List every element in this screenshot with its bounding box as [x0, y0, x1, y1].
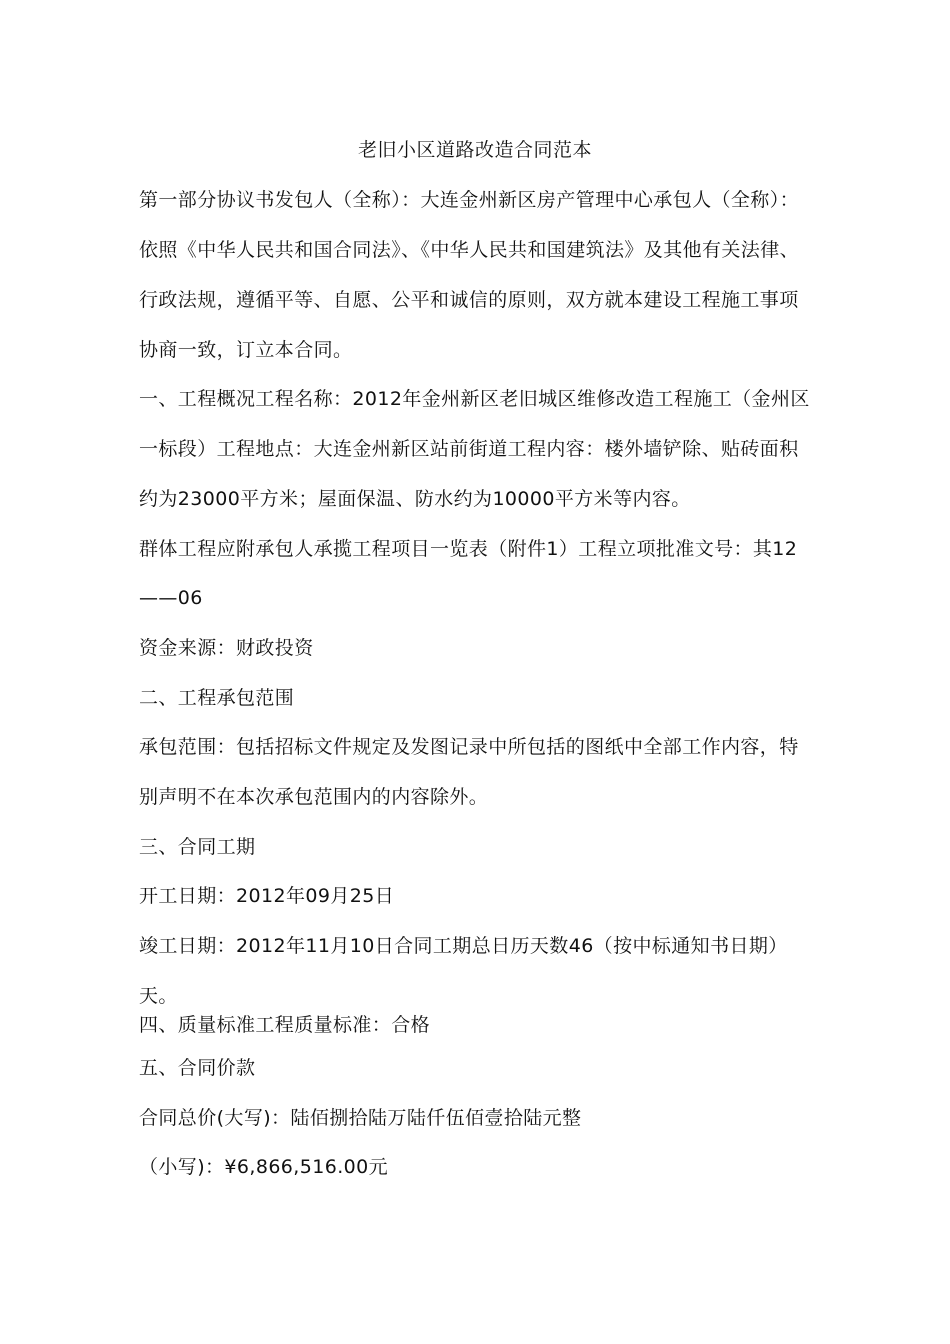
text-line-2: 依照《中华人民共和国合同法》、《中华人民共和国建筑法》及其他有关法律、: [139, 239, 800, 261]
text-line-9: ——06: [139, 587, 203, 609]
text-line-12: 承包范围：包括招标文件规定及发图记录中所包括的图纸中全部工作内容，特: [139, 736, 799, 758]
section-heading-5: 五、合同价款: [139, 1057, 256, 1079]
text-line-1: 第一部分协议书发包人（全称）：大连金州新区房产管理中心承包人（全称）：: [139, 189, 800, 211]
text-line-7: 约为23000平方米；屋面保温、防水约为10000平方米等内容。: [139, 488, 691, 510]
text-line-10: 资金来源：财政投资: [139, 637, 314, 659]
text-line-4: 协商一致，订立本合同。: [139, 339, 353, 361]
text-line-16: 竣工日期：2012年11月10日合同工期总日历天数46（按中标通知书日期）: [139, 935, 788, 957]
text-line-21: （小写)：¥6,866,516.00元: [139, 1156, 389, 1178]
document-title: 老旧小区道路改造合同范本: [357, 139, 592, 161]
text-line-8: 群体工程应附承包人承揽工程项目一览表（附件1）工程立项批准文号：其12: [139, 538, 798, 560]
text-line-6: 一标段）工程地点：大连金州新区站前街道工程内容：楼外墙铲除、贴砖面积: [139, 438, 799, 460]
text-line-3: 行政法规，遵循平等、自愿、公平和诚信的原则，双方就本建设工程施工事项: [139, 289, 799, 311]
section-heading-3: 三、合同工期: [139, 836, 256, 858]
section-heading-2: 二、工程承包范围: [139, 687, 295, 709]
text-line-5: 一、工程概况工程名称：2012年金州新区老旧城区维修改造工程施工（金州区: [139, 388, 810, 410]
text-line-13: 别声明不在本次承包范围内的内容除外。: [139, 786, 489, 808]
text-line-15: 开工日期：2012年09月25日: [139, 885, 395, 907]
text-line-17: 天。: [139, 985, 178, 1007]
section-heading-4: 四、质量标准工程质量标准：合格: [139, 1014, 431, 1036]
text-line-20: 合同总价(大写)：陆佰捌拾陆万陆仟伍佰壹拾陆元整: [139, 1107, 582, 1129]
